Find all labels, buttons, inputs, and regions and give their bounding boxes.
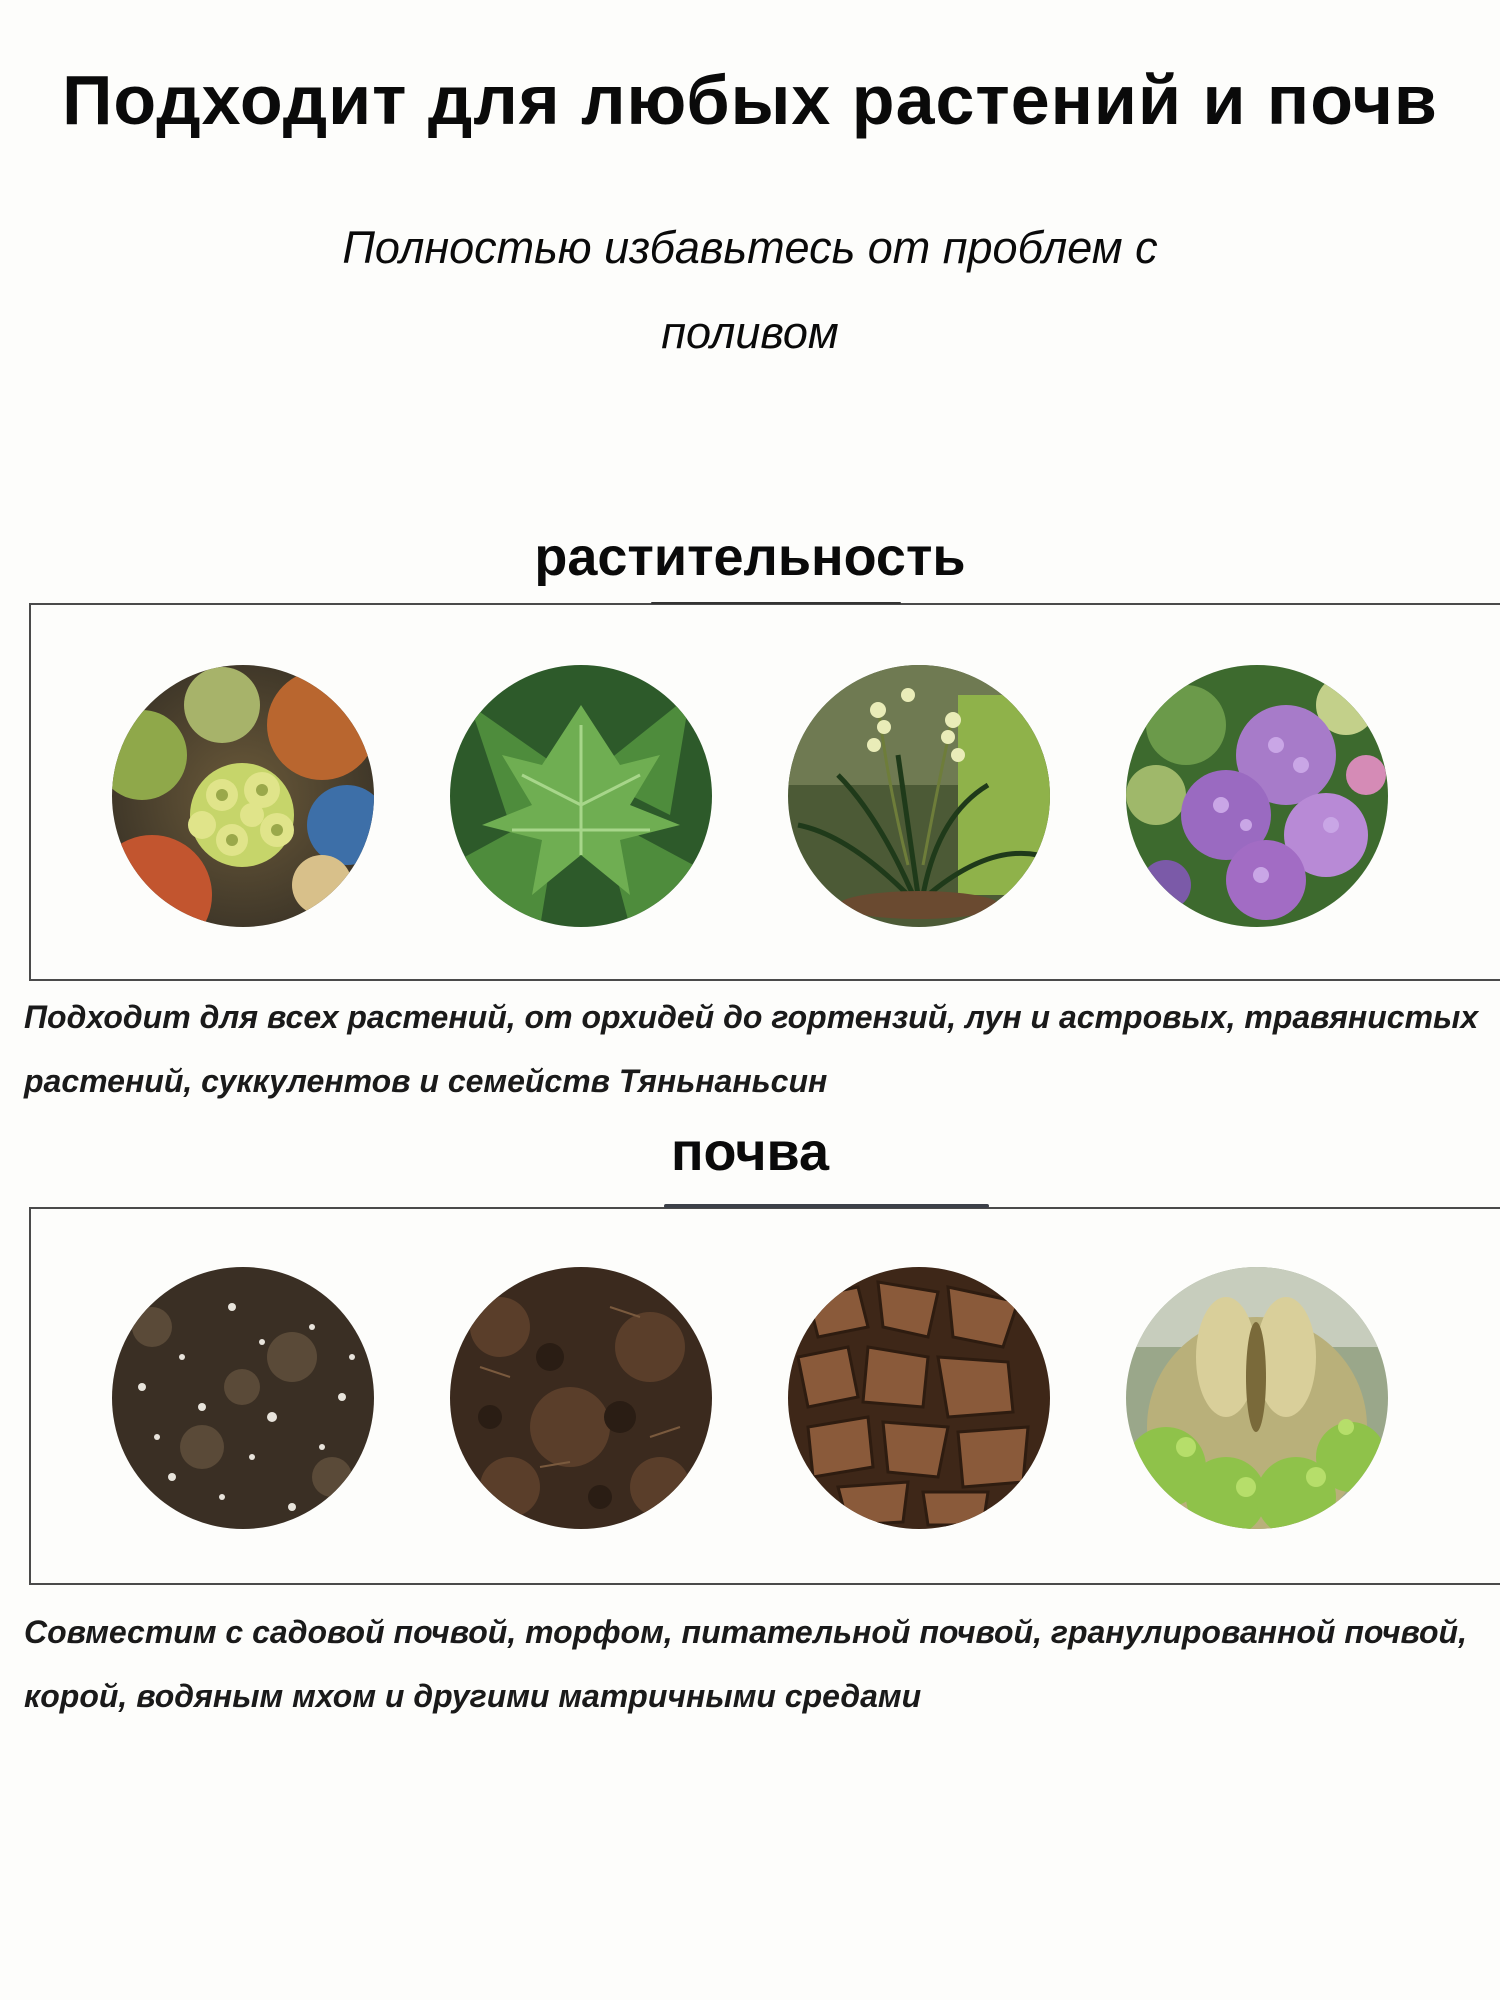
page-title: Подходит для любых растений и почв [62, 61, 1438, 139]
garden-soil-image [112, 1267, 374, 1529]
plants-caption: Подходит для всех растений, от орхидей до гортензий, лун и астровых, травянистых растений, суккулентов и семейств Тяньнаньсин [24, 999, 1479, 1099]
bark-image [788, 1267, 1050, 1529]
plants-frame [29, 603, 1500, 981]
soil-frame-accent [664, 1204, 989, 1208]
sphagnum-moss-image [1126, 1267, 1388, 1529]
page-subtitle: Полностью избавьтесь от проблем с поливом [342, 222, 1158, 358]
plants-heading: растительность [534, 527, 966, 587]
peat-image [450, 1267, 712, 1529]
plants-frame-accent [651, 602, 901, 604]
hydrangea-image [1126, 665, 1388, 927]
orchid-image [788, 665, 1050, 927]
soil-caption: Совместим с садовой почвой, торфом, питательной почвой, гранулированной почвой, корой, водяным мхом и другими матричными средами [24, 1614, 1467, 1714]
soil-frame [29, 1207, 1500, 1585]
soil-heading: почва [670, 1122, 830, 1182]
philodendron-image [450, 665, 712, 927]
succulents-image [112, 665, 374, 927]
